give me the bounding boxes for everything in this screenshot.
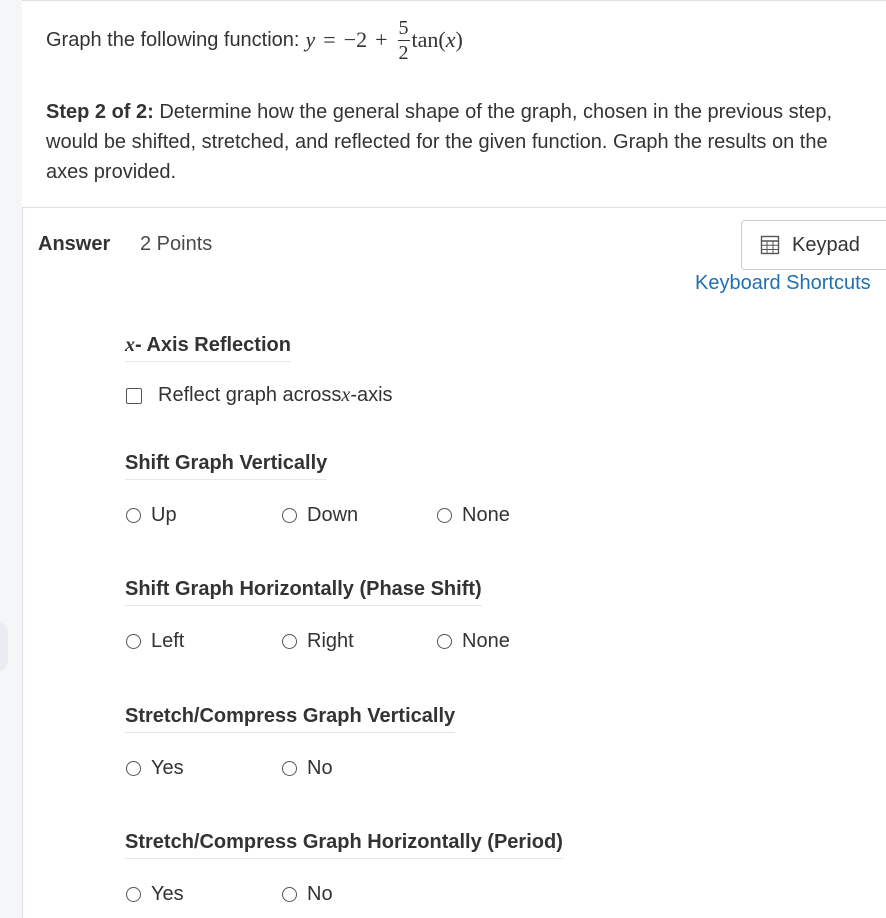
question-panel [22,0,886,208]
radio-button[interactable] [437,634,452,649]
vertical-stretch-option-no[interactable] [282,757,333,780]
option-label: No [307,883,333,905]
vertical-shift-option-up[interactable] [126,504,177,527]
option-label: No [307,757,333,779]
math-close: ) [455,27,463,52]
horizontal-stretch-heading: Stretch/Compress Graph Horizontally (Period) [125,831,563,859]
horizontal-shift-heading: Shift Graph Horizontally (Phase Shift) [125,578,482,606]
horizontal-shift-option-right[interactable] [282,630,354,653]
question-prompt-line [46,9,463,71]
vertical-stretch-option-yes[interactable] [126,757,184,780]
reflection-heading-text: - Axis Reflection [135,334,291,356]
vertical-stretch-heading: Stretch/Compress Graph Vertically [125,705,455,733]
reflect-checkbox-suffix: -axis [350,384,393,406]
math-var: x [445,27,456,52]
horizontal-stretch-option-yes[interactable] [126,883,184,906]
calculator-icon [760,235,780,255]
reflection-heading [125,334,291,362]
option-label: None [462,504,510,526]
horizontal-shift-option-left[interactable] [126,630,184,653]
option-label: Right [307,630,354,652]
reflection-heading-var: x [125,334,135,356]
question-prompt: Graph the following function: [46,28,300,51]
math-plus: + [375,27,388,52]
keypad-button[interactable] [741,220,886,270]
reflect-checkbox-var: x [341,384,351,406]
horizontal-shift-option-none[interactable] [437,630,510,653]
vertical-shift-option-down[interactable] [282,504,358,527]
option-label: Up [151,504,177,526]
option-label: Down [307,504,359,526]
radio-button[interactable] [126,761,141,776]
radio-button[interactable] [126,887,141,902]
side-panel-tab[interactable] [0,622,8,672]
step-text: Determine how the general shape of the graph, chosen in the previous step, would be shifted, stretched, and reflected for the given function. Graph the results on the axes provided. [46,101,833,183]
keypad-label: Keypad [792,233,860,256]
math-equals: = [323,27,336,52]
radio-button[interactable] [126,634,141,649]
reflect-checkbox-option[interactable] [126,384,393,407]
radio-button[interactable] [126,508,141,523]
math-func: tan( [411,27,446,52]
points-label: 2 Points [140,233,213,255]
option-label: None [462,630,510,652]
fraction-denominator: 2 [398,41,409,64]
reflect-checkbox-label: Reflect graph across [158,384,342,406]
radio-button[interactable] [282,508,297,523]
option-label: Yes [151,883,184,905]
option-label: Yes [151,757,184,779]
horizontal-stretch-option-no[interactable] [282,883,333,906]
left-page-edge [0,0,23,918]
option-label: Left [151,630,185,652]
radio-button[interactable] [282,761,297,776]
step-instructions [46,97,866,187]
radio-button[interactable] [282,887,297,902]
math-fraction [398,18,410,63]
math-y: y [305,27,316,52]
function-equation [306,18,463,63]
vertical-shift-heading: Shift Graph Vertically [125,452,327,480]
reflect-checkbox[interactable] [126,388,142,404]
answer-label: Answer [38,233,111,255]
vertical-shift-option-none[interactable] [437,504,510,527]
step-label: Step 2 of 2: [46,101,154,123]
radio-button[interactable] [282,634,297,649]
fraction-numerator: 5 [398,16,409,39]
radio-button[interactable] [437,508,452,523]
keyboard-shortcuts-link[interactable]: Keyboard Shortcuts [695,272,871,294]
math-constant: −2 [343,27,368,52]
